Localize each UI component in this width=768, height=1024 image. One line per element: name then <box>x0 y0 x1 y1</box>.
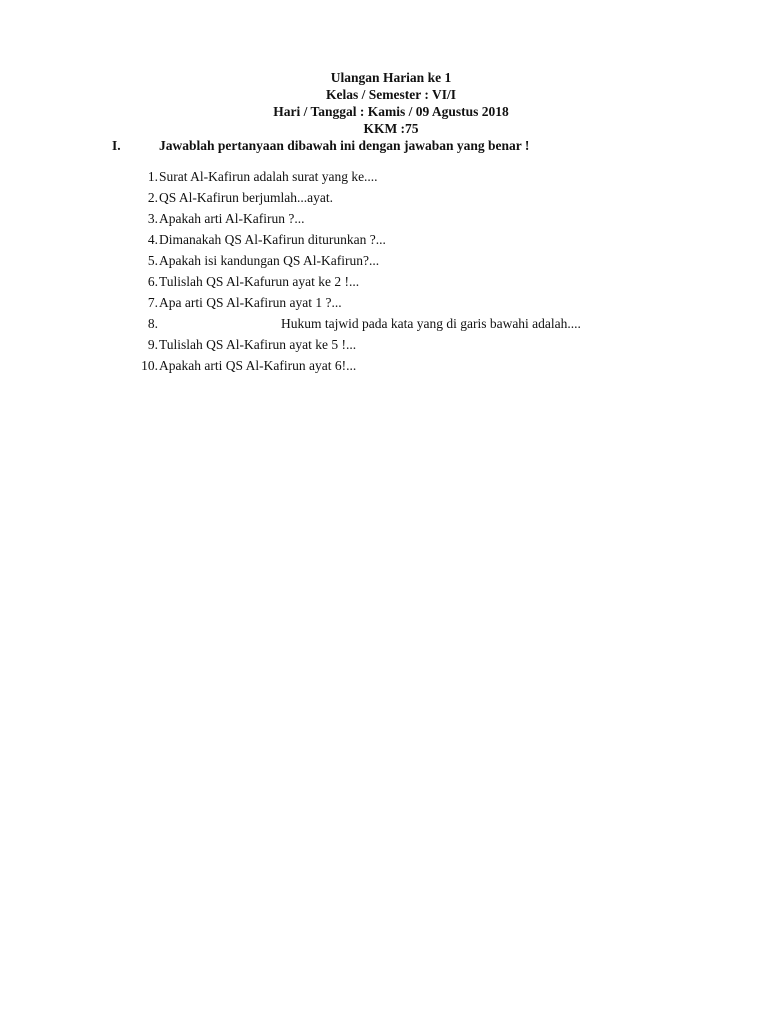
question-text: Apakah arti QS Al-Kafirun ayat 6!... <box>159 358 357 373</box>
section-instruction <box>112 137 529 154</box>
question-item <box>128 336 581 357</box>
question-item <box>128 210 581 231</box>
kkm-score: KKM :75 <box>363 121 419 136</box>
question-item <box>128 168 581 189</box>
question-text: Dimanakah QS Al-Kafirun diturunkan ?... <box>159 232 386 247</box>
question-number: 6. <box>147 274 158 289</box>
section-number: I. <box>112 138 121 153</box>
question-number: 2. <box>147 190 158 205</box>
exam-date: Hari / Tanggal : Kamis / 09 Agustus 2018 <box>273 104 509 119</box>
exam-title: Ulangan Harian ke 1 <box>330 70 452 85</box>
question-text: Surat Al-Kafirun adalah surat yang ke.... <box>159 169 378 184</box>
question-number: 9. <box>147 337 158 352</box>
question-text: QS Al-Kafirun berjumlah...ayat. <box>159 190 333 205</box>
question-text: Apakah arti Al-Kafirun ?... <box>159 211 305 226</box>
question-item <box>128 315 581 336</box>
question-item <box>128 357 581 378</box>
question-item <box>128 273 581 294</box>
question-number: 7. <box>147 295 158 310</box>
question-text: Hukum tajwid pada kata yang di garis bawahi adalah.... <box>281 316 581 331</box>
question-text: Tulislah QS Al-Kafurun ayat ke 2 !... <box>159 274 360 289</box>
question-item <box>128 231 581 252</box>
question-number: 10. <box>141 358 158 373</box>
question-text: Tulislah QS Al-Kafirun ayat ke 5 !... <box>159 337 357 352</box>
document-header <box>0 69 768 137</box>
question-item <box>128 189 581 210</box>
class-semester: Kelas / Semester : VI/I <box>326 87 456 102</box>
question-item <box>128 294 581 315</box>
question-list <box>128 168 581 378</box>
question-number: 1. <box>147 169 158 184</box>
question-number: 3. <box>147 211 158 226</box>
question-text: Apa arti QS Al-Kafirun ayat 1 ?... <box>159 295 342 310</box>
question-number: 8. <box>147 316 158 331</box>
question-text: Apakah isi kandungan QS Al-Kafirun?... <box>159 253 380 268</box>
instruction-text: Jawablah pertanyaan dibawah ini dengan jawaban yang benar ! <box>159 138 530 153</box>
question-number: 4. <box>147 232 158 247</box>
question-number: 5. <box>147 253 158 268</box>
question-item <box>128 252 581 273</box>
